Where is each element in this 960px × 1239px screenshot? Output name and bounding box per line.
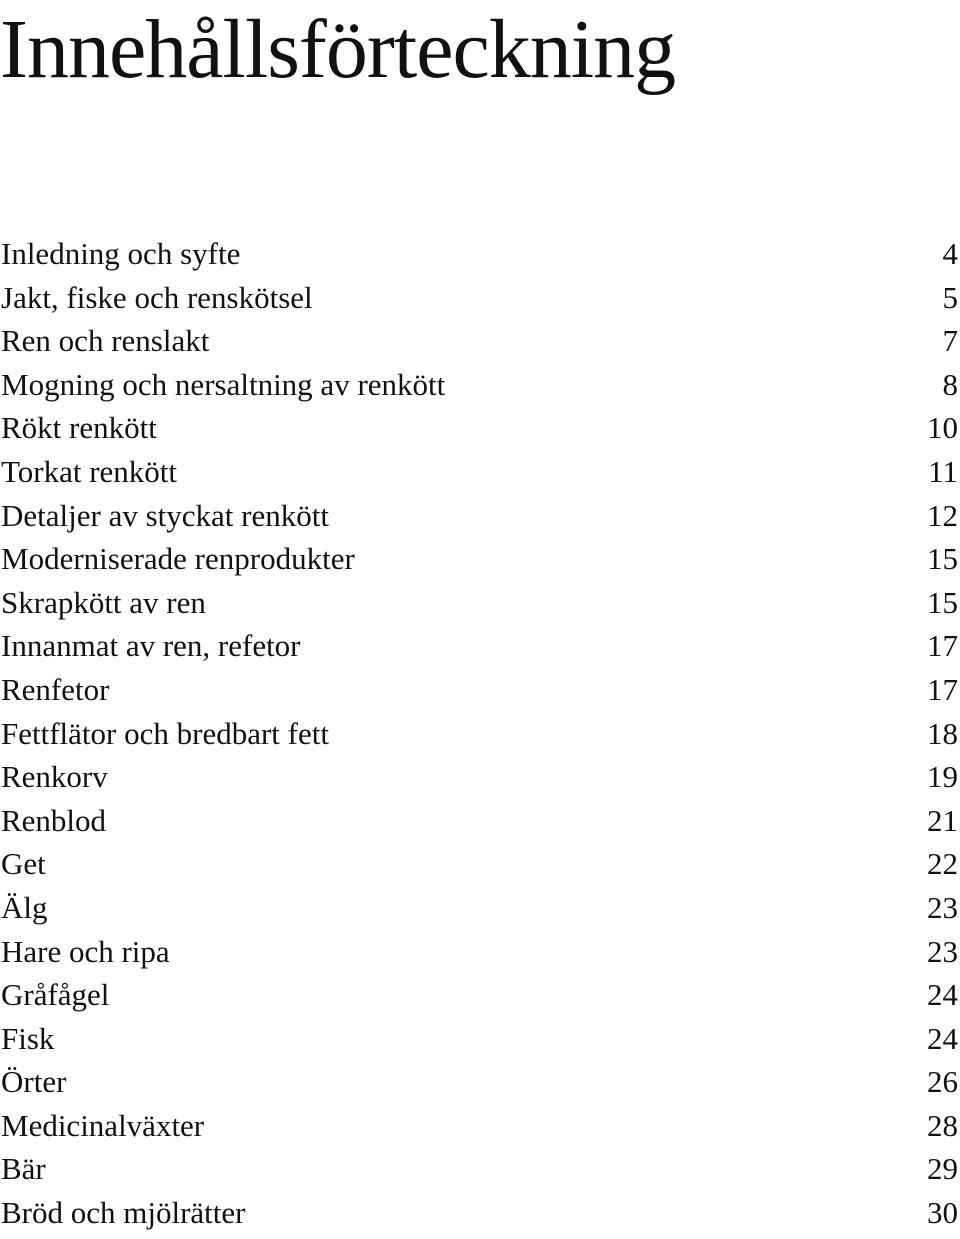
toc-entry-page: 17 bbox=[927, 671, 958, 707]
toc-entry bbox=[0, 624, 958, 668]
toc-entry-label: Bröd och mjölrätter bbox=[1, 1195, 246, 1231]
toc-entry-page: 24 bbox=[927, 1020, 958, 1056]
toc-entry bbox=[0, 712, 958, 756]
toc-entry-label: Fettflätor och bredbart fett bbox=[1, 715, 329, 751]
toc-entry-page: 24 bbox=[927, 977, 958, 1013]
toc-entry bbox=[0, 842, 958, 886]
toc-entry-label: Inledning och syfte bbox=[1, 236, 241, 271]
toc-entry-label: Örter bbox=[1, 1064, 67, 1100]
toc-entry-page: 21 bbox=[927, 802, 958, 838]
toc-entry-label: Mogning och nersaltning av renkött bbox=[1, 366, 446, 402]
toc-entry bbox=[0, 276, 958, 320]
toc-entry-label: Torkat renkött bbox=[1, 453, 178, 489]
toc-entry-page: 19 bbox=[927, 759, 958, 795]
toc-entry-page: 15 bbox=[927, 541, 958, 577]
toc-entry-page: 15 bbox=[927, 584, 958, 620]
toc-entry bbox=[0, 1147, 958, 1191]
toc-entry-page: 22 bbox=[927, 846, 958, 882]
toc-entry bbox=[0, 755, 958, 799]
toc-entry-label: Renkorv bbox=[1, 759, 108, 795]
toc-entry bbox=[0, 1060, 958, 1104]
toc-entry bbox=[0, 319, 958, 363]
toc-entry bbox=[0, 494, 958, 538]
toc-entry-page: 26 bbox=[927, 1064, 958, 1100]
toc-entry bbox=[0, 668, 958, 712]
toc-entry bbox=[0, 363, 958, 407]
toc-entry-page: 30 bbox=[927, 1195, 958, 1231]
toc-entry-page: 23 bbox=[927, 933, 958, 969]
toc-entry bbox=[0, 537, 958, 581]
toc-entry-label: Get bbox=[1, 846, 46, 882]
toc-entry bbox=[0, 799, 958, 843]
toc-entry-page: 12 bbox=[927, 497, 958, 533]
toc-entry-page: 29 bbox=[927, 1151, 958, 1187]
toc-entry bbox=[0, 406, 958, 450]
toc-entry-page: 10 bbox=[927, 410, 958, 446]
toc-entry-label: Gråfågel bbox=[1, 977, 110, 1013]
toc-entry-label: Medicinalväxter bbox=[1, 1107, 205, 1143]
page-title: Innehållsförteckning bbox=[0, 3, 676, 96]
table-of-contents bbox=[0, 232, 958, 1235]
toc-entry-page: 11 bbox=[928, 453, 958, 489]
toc-entry-page: 18 bbox=[927, 715, 958, 751]
toc-entry-label: Bär bbox=[1, 1151, 46, 1187]
toc-entry-label: Innanmat av ren, refetor bbox=[1, 628, 301, 664]
toc-entry-label: Detaljer av styckat renkött bbox=[1, 497, 329, 533]
toc-entry-label: Hare och ripa bbox=[1, 933, 170, 969]
toc-entry bbox=[0, 1104, 958, 1148]
toc-entry-label: Skrapkött av ren bbox=[1, 584, 206, 620]
toc-entry bbox=[0, 1017, 958, 1061]
toc-entry-page: 28 bbox=[927, 1107, 958, 1143]
toc-entry-label: Jakt, fiske och renskötsel bbox=[1, 279, 313, 315]
toc-entry-label: Fisk bbox=[1, 1020, 55, 1056]
toc-entry-page: 8 bbox=[942, 366, 958, 402]
toc-entry bbox=[0, 930, 958, 974]
toc-entry bbox=[0, 232, 958, 276]
toc-entry-page: 23 bbox=[927, 889, 958, 925]
toc-entry bbox=[0, 450, 958, 494]
toc-entry-label: Rökt renkött bbox=[1, 410, 157, 446]
toc-entry bbox=[0, 1191, 958, 1235]
toc-entry bbox=[0, 973, 958, 1017]
toc-entry-label: Moderniserade renprodukter bbox=[1, 541, 355, 577]
toc-entry-page: 4 bbox=[942, 236, 958, 271]
toc-entry-page: 7 bbox=[942, 323, 958, 359]
toc-entry bbox=[0, 886, 958, 930]
toc-entry-label: Renblod bbox=[1, 802, 107, 838]
toc-entry-label: Älg bbox=[1, 889, 48, 925]
toc-entry-label: Renfetor bbox=[1, 671, 110, 707]
toc-entry-page: 5 bbox=[942, 279, 958, 315]
toc-entry bbox=[0, 581, 958, 625]
toc-entry-page: 17 bbox=[927, 628, 958, 664]
toc-entry-label: Ren och renslakt bbox=[1, 323, 210, 359]
